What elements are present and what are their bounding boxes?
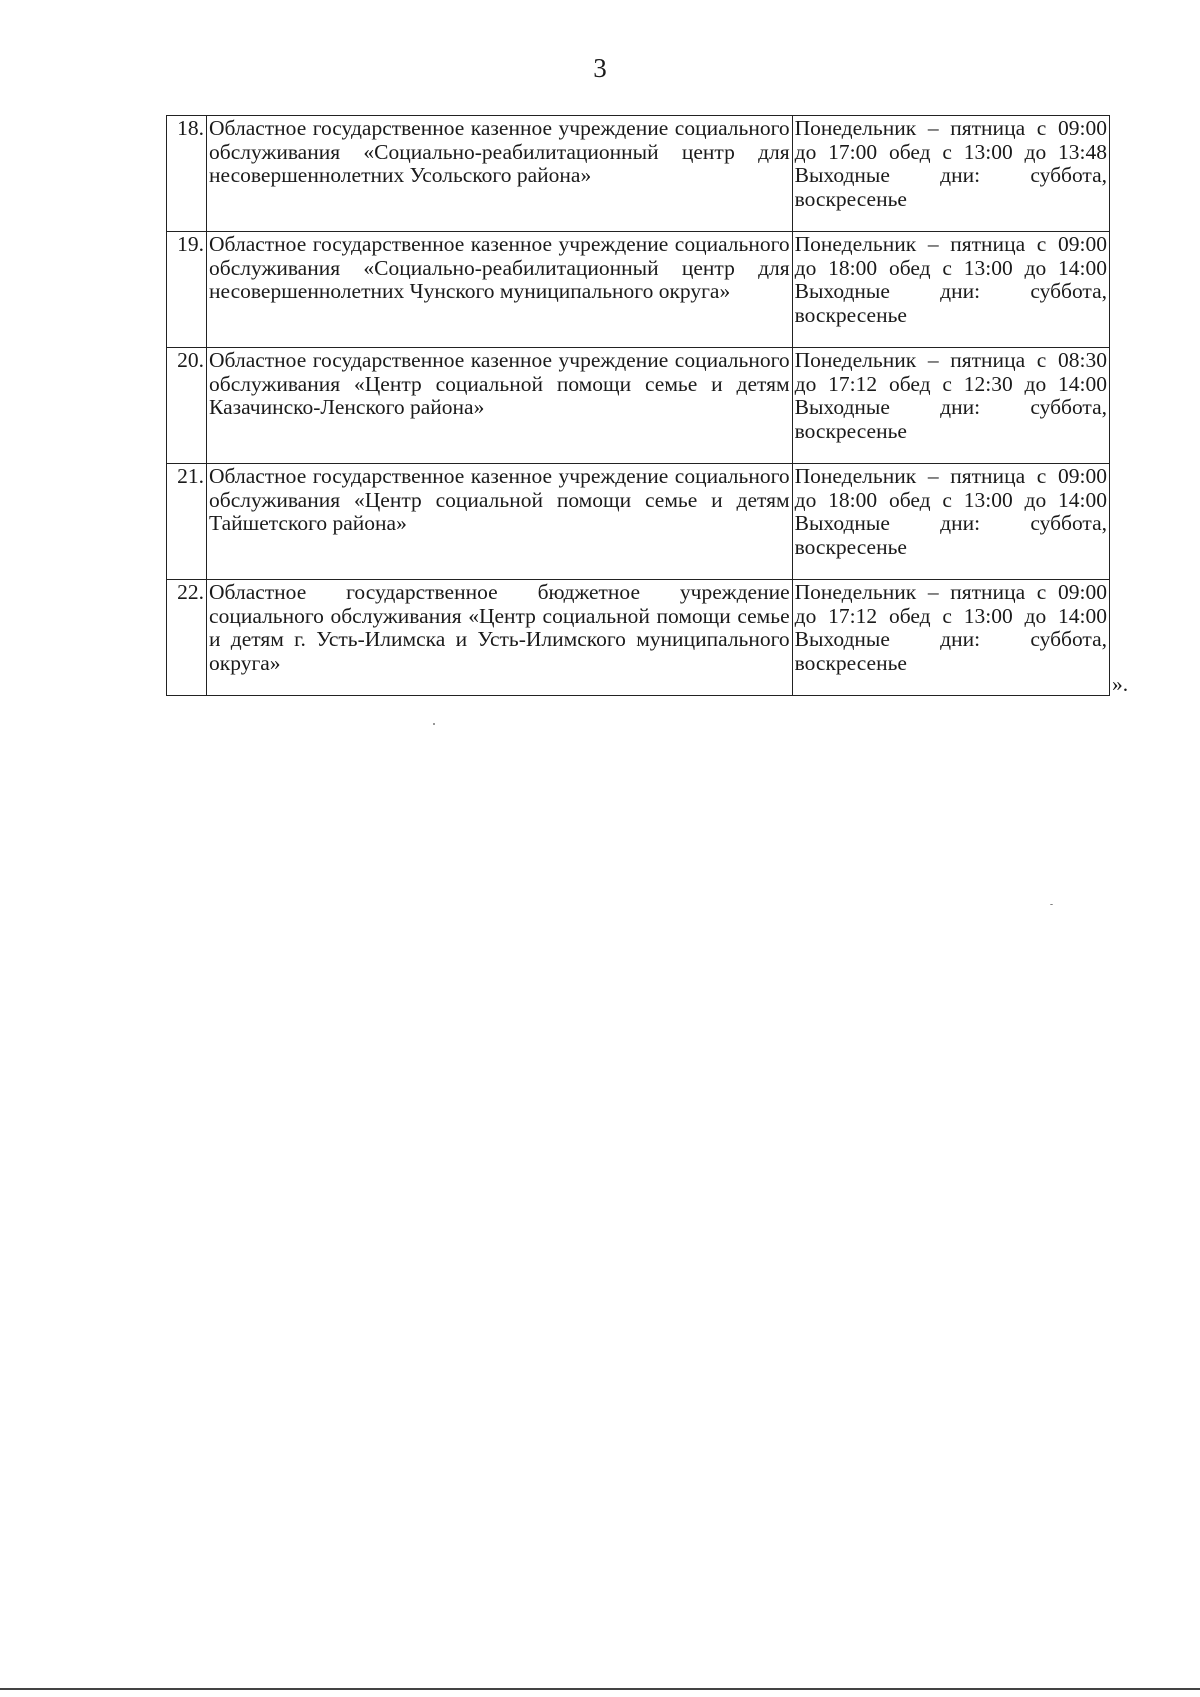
row-number: 22. (167, 580, 207, 696)
row-number: 20. (167, 348, 207, 464)
working-hours: Понедельник – пятница с 09:00 до 18:00 обед с 13:00 до 14:00 Выходные дни: суббота, воскресенье (792, 464, 1109, 580)
page-number: 3 (593, 53, 607, 83)
table-row (167, 348, 1110, 464)
scan-speck (433, 723, 435, 725)
institution-name: Областное государственное казенное учреждение социального обслуживания «Центр социальной помощи семье и детям Казачинско-Ленского района» (207, 348, 793, 464)
closing-quote-mark: ». (1112, 672, 1129, 696)
working-hours: Понедельник – пятница с 09:00 до 18:00 обед с 13:00 до 14:00 Выходные дни: суббота, воскресенье (792, 232, 1109, 348)
table-row (167, 464, 1110, 580)
page-bottom-edge (0, 1688, 1200, 1690)
row-number: 21. (167, 464, 207, 580)
table-row (167, 232, 1110, 348)
table-row (167, 580, 1110, 696)
institution-name: Областное государственное бюджетное учреждение социального обслуживания «Центр социальной помощи семье и детям г. Усть-Илимска и Усть-Илимского муниципального округа» (207, 580, 793, 696)
institutions-table (166, 115, 1110, 696)
institution-name: Областное государственное казенное учреждение социального обслуживания «Социально-реабилитационный центр для несовершеннолетних Чунского муниципального округа» (207, 232, 793, 348)
scan-speck (1050, 904, 1053, 905)
institution-name: Областное государственное казенное учреждение социального обслуживания «Социально-реабилитационный центр для несовершеннолетних Усольского района» (207, 116, 793, 232)
working-hours: Понедельник – пятница с 08:30 до 17:12 обед с 12:30 до 14:00 Выходные дни: суббота, воскресенье (792, 348, 1109, 464)
working-hours: Понедельник – пятница с 09:00 до 17:12 обед с 13:00 до 14:00 Выходные дни: суббота, воскресенье (792, 580, 1109, 696)
working-hours: Понедельник – пятница с 09:00 до 17:00 обед с 13:00 до 13:48 Выходные дни: суббота, воскресенье (792, 116, 1109, 232)
table-row (167, 116, 1110, 232)
row-number: 18. (167, 116, 207, 232)
institution-name: Областное государственное казенное учреждение социального обслуживания «Центр социальной помощи семье и детям Тайшетского района» (207, 464, 793, 580)
row-number: 19. (167, 232, 207, 348)
